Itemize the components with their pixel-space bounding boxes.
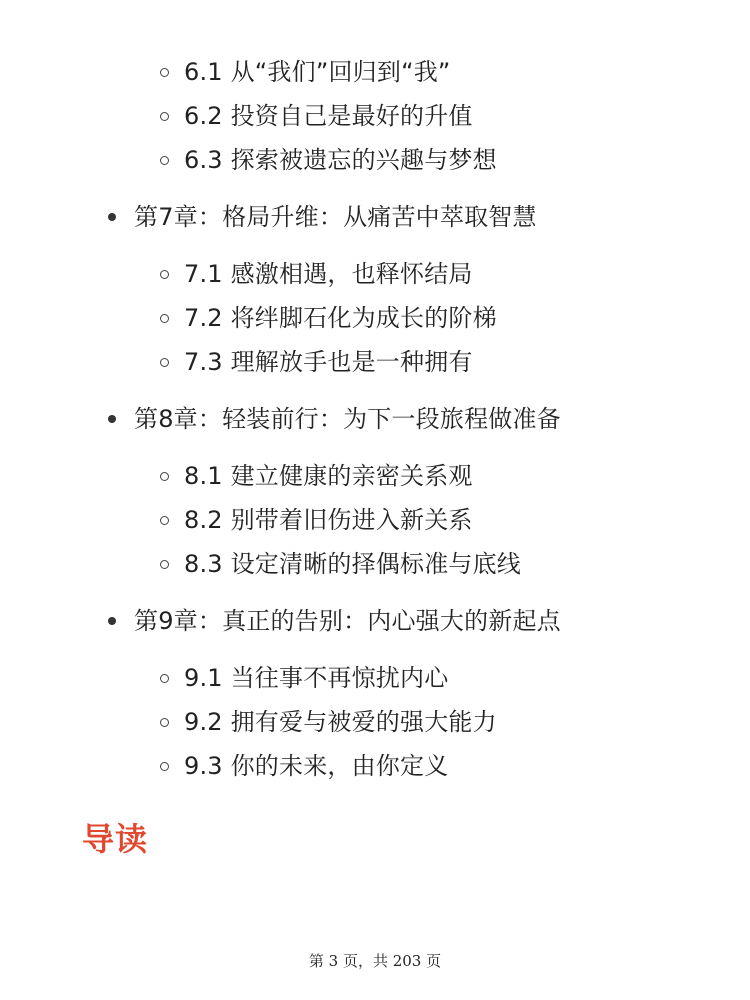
section-heading: 导读: [82, 820, 149, 858]
hollow-bullet-icon: [160, 156, 169, 165]
toc-section-9-3: [160, 746, 448, 786]
toc-section-7-1: [160, 254, 473, 294]
toc-item-label: 7.1 感激相遇，也释怀结局: [184, 260, 473, 288]
toc-section-6-3: [160, 140, 497, 180]
toc-item-label: 7.3 理解放手也是一种拥有: [184, 348, 473, 376]
toc-chapter-7: [108, 197, 537, 237]
toc-section-7-3: [160, 342, 473, 382]
hollow-bullet-icon: [160, 314, 169, 323]
toc-item-label: 7.2 将绊脚石化为成长的阶梯: [184, 304, 497, 332]
toc-section-9-2: [160, 702, 497, 742]
toc-item-label: 6.1 从“我们”回归到“我”: [184, 58, 451, 86]
toc-item-label: 8.3 设定清晰的择偶标准与底线: [184, 550, 521, 578]
toc-chapter-8: [108, 399, 561, 439]
toc-section-7-2: [160, 298, 497, 338]
toc-item-label: 6.2 投资自己是最好的升值: [184, 102, 473, 130]
hollow-bullet-icon: [160, 762, 169, 771]
hollow-bullet-icon: [160, 68, 169, 77]
hollow-bullet-icon: [160, 472, 169, 481]
toc-chapter-9: [108, 601, 561, 641]
hollow-bullet-icon: [160, 718, 169, 727]
filled-bullet-icon: [108, 213, 116, 221]
toc-item-label: 第9章：真正的告别：内心强大的新起点: [134, 607, 561, 635]
filled-bullet-icon: [108, 617, 116, 625]
toc-item-label: 9.3 你的未来，由你定义: [184, 752, 449, 780]
toc-item-label: 6.3 探索被遗忘的兴趣与梦想: [184, 146, 497, 174]
filled-bullet-icon: [108, 415, 116, 423]
hollow-bullet-icon: [160, 674, 169, 683]
hollow-bullet-icon: [160, 560, 169, 569]
toc-item-label: 9.2 拥有爱与被爱的强大能力: [184, 708, 497, 736]
page-number-footer: 第 3 页，共 203 页: [308, 952, 442, 970]
toc-section-6-1: [160, 52, 451, 92]
hollow-bullet-icon: [160, 112, 169, 121]
toc-section-9-1: [160, 658, 448, 698]
toc-item-label: 8.1 建立健康的亲密关系观: [184, 462, 473, 490]
toc-section-6-2: [160, 96, 473, 136]
hollow-bullet-icon: [160, 516, 169, 525]
toc-item-label: 第8章：轻装前行：为下一段旅程做准备: [134, 405, 561, 433]
hollow-bullet-icon: [160, 358, 169, 367]
toc-section-8-1: [160, 456, 473, 496]
toc-item-label: 第7章：格局升维：从痛苦中萃取智慧: [134, 203, 537, 231]
toc-section-8-2: [160, 500, 473, 540]
toc-item-label: 8.2 别带着旧伤进入新关系: [184, 506, 473, 534]
toc-item-label: 9.1 当往事不再惊扰内心: [184, 664, 449, 692]
toc-section-8-3: [160, 544, 521, 584]
hollow-bullet-icon: [160, 270, 169, 279]
